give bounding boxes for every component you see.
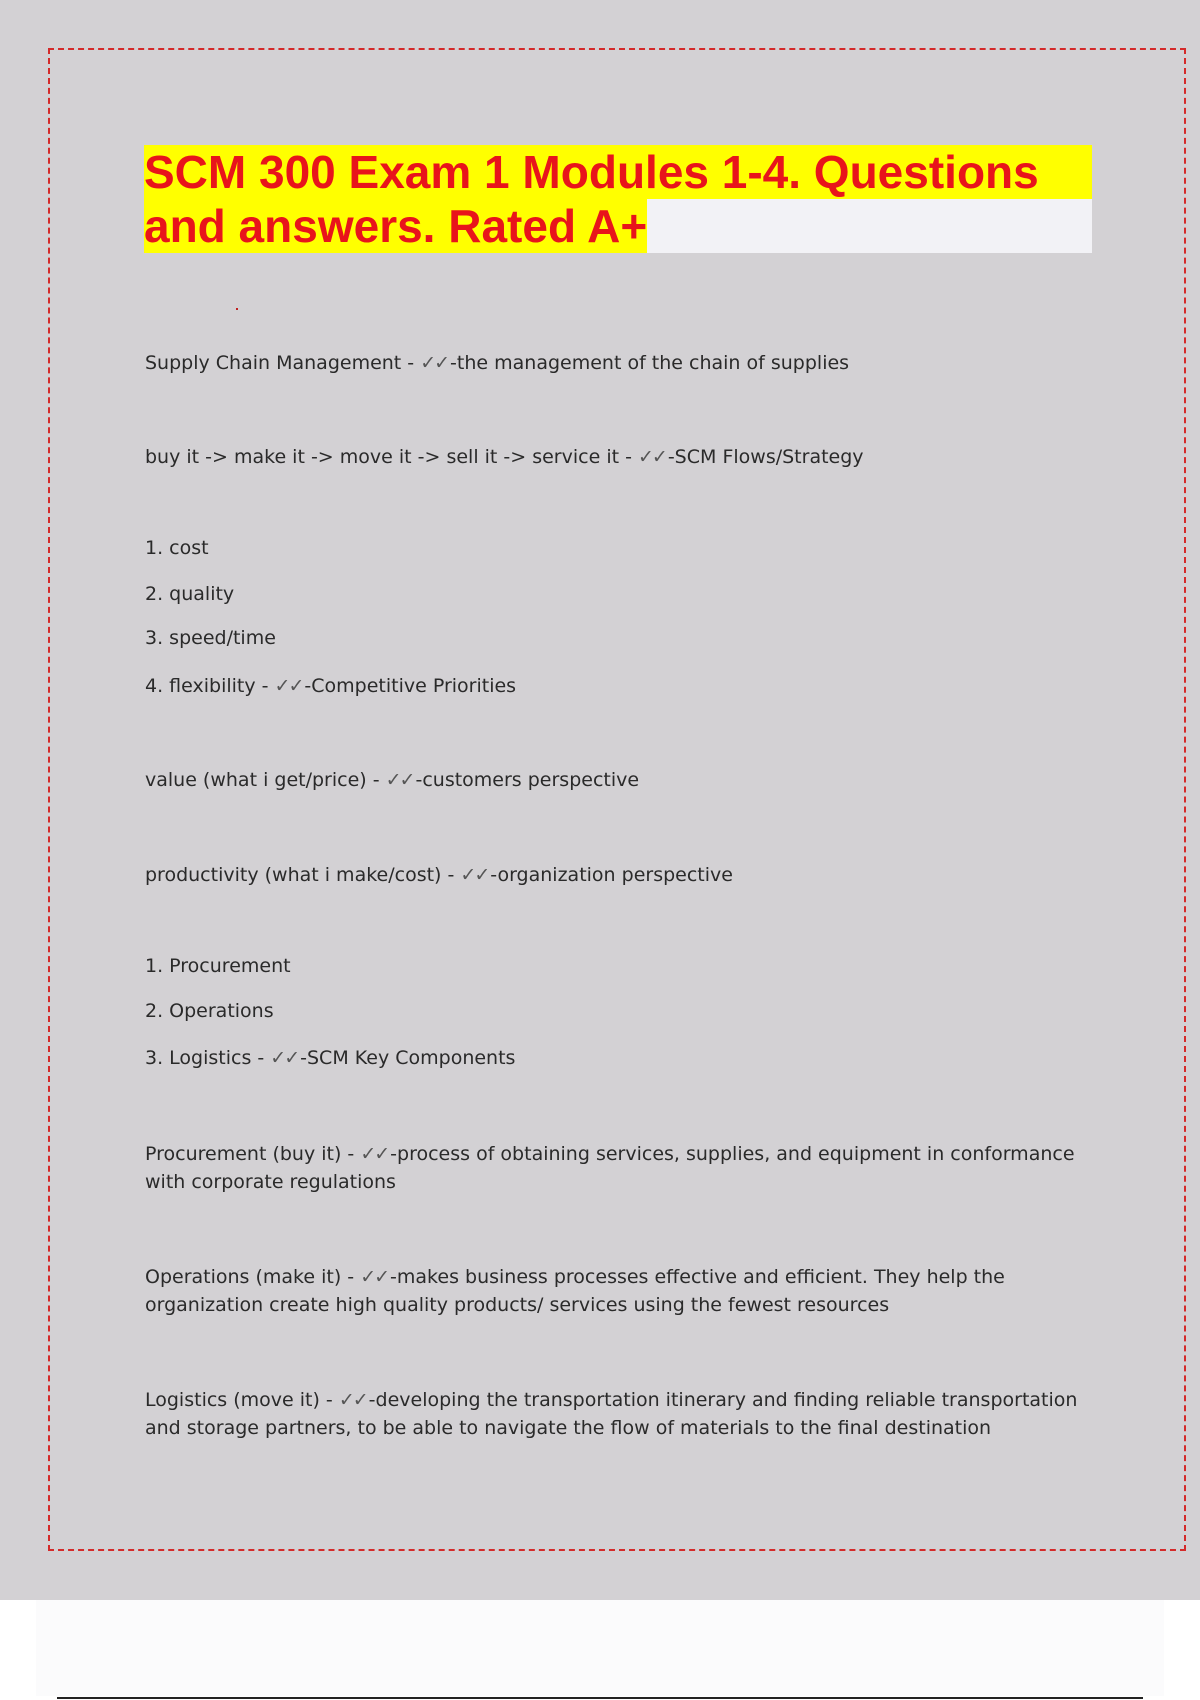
qa-term: buy it -> make it -> move it -> sell it -> service it - — [145, 446, 638, 468]
check-icon: ✓✓ — [385, 769, 414, 791]
check-icon: ✓✓ — [338, 1389, 367, 1411]
title-line-2-row — [144, 199, 1092, 253]
check-icon: ✓✓ — [460, 864, 489, 886]
qa-term: value (what i get/price) - — [145, 769, 386, 791]
check-icon: ✓✓ — [637, 446, 666, 468]
page-frame — [48, 48, 1186, 1551]
qa-answer: -SCM Flows/Strategy — [667, 446, 864, 468]
qa-item — [145, 1263, 1095, 1319]
qa-term: Supply Chain Management - — [145, 352, 421, 374]
qa-item — [145, 1386, 1095, 1442]
qa-answer: -organization perspective — [490, 864, 733, 886]
check-icon: ✓✓ — [360, 1143, 389, 1165]
qa-term: 4. flexibility - — [145, 675, 275, 697]
title-line-2: and answers. Rated A+ — [144, 200, 648, 252]
list-item: 2. quality — [145, 583, 235, 605]
list-item: 2. Operations — [145, 1000, 274, 1022]
qa-answer: -SCM Key Components — [300, 1047, 516, 1069]
list-item: 1. Procurement — [145, 955, 291, 977]
qa-answer: -Competitive Priorities — [304, 675, 517, 697]
qa-term: Operations (make it) - — [145, 1266, 361, 1288]
check-icon: ✓✓ — [420, 352, 449, 374]
qa-item — [145, 443, 864, 471]
qa-term: Procurement (buy it) - — [145, 1143, 361, 1165]
qa-answer: -makes business processes effective and efficient. They help the organization create high quality products/ services using the fewest resources — [145, 1266, 1005, 1316]
footer-rule — [57, 1697, 1143, 1699]
check-icon: ✓✓ — [360, 1266, 389, 1288]
qa-item — [145, 1044, 515, 1072]
qa-item — [145, 861, 733, 889]
qa-answer: -process of obtaining services, supplies, and equipment in conformance with corporate regulations — [145, 1143, 1075, 1193]
list-item: 3. speed/time — [145, 627, 276, 649]
check-icon: ✓✓ — [274, 675, 303, 697]
qa-item — [145, 1140, 1095, 1196]
qa-item — [145, 766, 639, 794]
document-title — [144, 145, 1092, 253]
qa-item — [145, 349, 849, 377]
qa-term: productivity (what i make/cost) - — [145, 864, 461, 886]
list-item: 1. cost — [145, 537, 209, 559]
title-highlight-tail — [647, 199, 1092, 253]
qa-item — [145, 672, 516, 700]
qa-answer: -the management of the chain of supplies — [450, 352, 850, 374]
title-line-1: SCM 300 Exam 1 Modules 1-4. Questions — [144, 145, 1092, 199]
stray-mark — [236, 308, 238, 310]
qa-term: 3. Logistics - — [145, 1047, 271, 1069]
qa-term: Logistics (move it) - — [145, 1389, 339, 1411]
qa-answer: -customers perspective — [415, 769, 640, 791]
qa-answer: -developing the transportation itinerary and finding reliable transportation and storage partners, to be able to navigate the flow of materials to the final destination — [145, 1389, 1078, 1439]
check-icon: ✓✓ — [270, 1047, 299, 1069]
next-page-area — [36, 1600, 1164, 1696]
